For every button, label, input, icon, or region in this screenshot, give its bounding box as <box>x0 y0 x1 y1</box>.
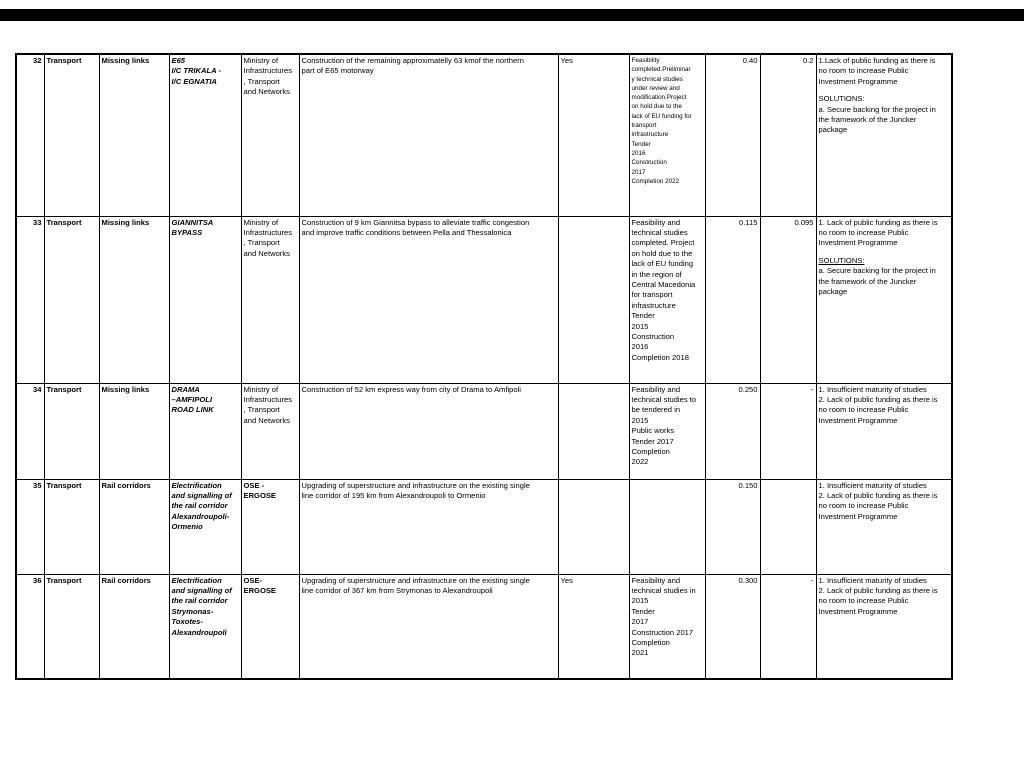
project-name-cell <box>169 383 241 479</box>
project-name-line: ROAD LINK <box>171 405 214 415</box>
barrier-line: Investment Programme <box>818 415 898 425</box>
barrier-line: 2. Lack of public funding as there is <box>818 585 938 595</box>
row-number: 36 <box>16 574 44 679</box>
status-line: technical studies <box>631 227 688 237</box>
description-line: Construction of 52 km express way from city of Drama to Amfipoli <box>301 384 521 394</box>
status-line: Construction <box>631 159 667 167</box>
promoter-line: OSE - <box>243 480 265 490</box>
status-line: Feasibility and <box>631 384 681 394</box>
promoter-cell <box>241 479 299 574</box>
table-row <box>16 479 952 574</box>
status-line: on hold due to the <box>631 248 693 258</box>
promoter-line: and Networks <box>243 415 290 425</box>
description-line: Construction of 9 km Giannitsa bypass to alleviate traffic congestion <box>301 217 530 227</box>
row-number: 32 <box>16 54 44 216</box>
status-line: Public works <box>631 426 675 436</box>
subsector-cell: Missing links <box>99 216 169 383</box>
status-line: 2017 <box>631 617 649 627</box>
status-line: Construction <box>631 331 675 341</box>
status-line: for transport <box>631 290 673 300</box>
project-table <box>15 53 953 680</box>
status-line: transport <box>631 122 657 130</box>
subsector-cell: Rail corridors <box>99 479 169 574</box>
status-cell <box>629 574 705 679</box>
status-line: 2015 <box>631 415 649 425</box>
value-2-cell: - <box>760 574 816 679</box>
project-name-line: I/C TRIKALA - <box>171 66 221 76</box>
status-line: 2021 <box>631 648 649 658</box>
sector-cell: Transport <box>44 479 99 574</box>
promoter-line: Ministry of <box>243 217 279 227</box>
status-line: in the region of <box>631 269 682 279</box>
project-name-line: E65 <box>171 56 186 65</box>
promoter-cell <box>241 54 299 216</box>
description-line: line corridor of 367 km from Strymonas to Alexandroupoli <box>301 585 493 595</box>
table-row <box>16 574 952 679</box>
status-line: Feasibility and <box>631 575 681 585</box>
status-line: 2022 <box>631 457 649 467</box>
project-name-line: the rail corridor <box>171 596 228 606</box>
status-line: completed.Preliminar <box>631 66 691 74</box>
project-name-line: the rail corridor <box>171 501 228 511</box>
status-line: 2017 <box>631 168 646 176</box>
barriers-cell <box>816 479 952 574</box>
promoter-line: ERGOSE <box>243 490 276 500</box>
project-name-line: Alexandroupoli- <box>171 511 230 521</box>
promoter-line: ERGOSE <box>243 585 276 595</box>
project-name-line: Electrification <box>171 575 222 585</box>
description-line: Upgrading of superstructure and infrastructure on the existing single <box>301 575 530 585</box>
solution-line: a. Secure backing for the project in <box>818 266 936 276</box>
status-line: lack of EU funding for <box>631 112 692 120</box>
project-name-line: Alexandroupoli <box>171 627 227 637</box>
value-2-cell: 0.095 <box>760 216 816 383</box>
status-cell <box>629 216 705 383</box>
subsector-cell: Rail corridors <box>99 574 169 679</box>
status-line: 2016 <box>631 342 649 352</box>
project-name-line: BYPASS <box>171 227 203 237</box>
barrier-line: 2. Lack of public funding as there is <box>818 394 938 404</box>
description-cell <box>299 383 558 479</box>
status-line: 2016 <box>631 149 646 157</box>
value-2-cell: 0.2 <box>760 54 816 216</box>
project-name-line: Electrification <box>171 480 222 490</box>
description-line: part of E65 motorway <box>301 66 374 76</box>
project-name-line: –AMFIPOLI <box>171 394 213 404</box>
subsector-cell: Missing links <box>99 383 169 479</box>
barrier-line: Investment Programme <box>818 238 898 248</box>
barriers-cell <box>816 54 952 216</box>
status-line: Tender <box>631 606 655 616</box>
status-cell <box>629 383 705 479</box>
status-line: Completion <box>631 446 670 456</box>
status-line: lack of EU funding <box>631 259 694 269</box>
description-line: line corridor of 195 km from Alexandroupoli to Ormenio <box>301 490 486 500</box>
yes-cell: Yes <box>558 574 629 679</box>
solutions-heading: SOLUTIONS: <box>818 94 865 104</box>
table-row <box>16 216 952 383</box>
promoter-cell <box>241 574 299 679</box>
barrier-line: no room to increase Public <box>818 227 909 237</box>
description-line: Upgrading of superstructure and infrastructure on the existing single <box>301 480 530 490</box>
status-line: y technical studies <box>631 75 683 83</box>
barrier-line: no room to increase Public <box>818 596 909 606</box>
barrier-line: no room to increase Public <box>818 501 909 511</box>
solutions-heading: SOLUTIONS: <box>818 255 865 265</box>
subsector-cell: Missing links <box>99 54 169 216</box>
project-name-line: I/C EGNATIA <box>171 76 217 86</box>
row-number: 33 <box>16 216 44 383</box>
barrier-line: 1. Lack of public funding as there is <box>818 217 938 227</box>
project-name-line: and signalling of <box>171 490 232 500</box>
yes-cell: Yes <box>558 54 629 216</box>
table-row <box>16 383 952 479</box>
spacer <box>819 87 950 94</box>
status-line: modification.Project <box>631 94 687 102</box>
status-line: on hold due to the <box>631 103 682 111</box>
barrier-line: 1. Insufficient maturity of studies <box>818 575 927 585</box>
promoter-line: Infrastructures <box>243 394 293 404</box>
description-cell <box>299 574 558 679</box>
barriers-cell <box>816 216 952 383</box>
status-line: infrastructure <box>631 300 676 310</box>
value-1-cell: 0.300 <box>705 574 760 679</box>
promoter-line: and Networks <box>243 87 290 97</box>
barrier-line: 1. Insufficient maturity of studies <box>818 384 927 394</box>
value-2-cell <box>760 479 816 574</box>
barrier-line: 1.Lack of public funding as there is <box>818 56 936 65</box>
barrier-line: no room to increase Public <box>818 405 909 415</box>
promoter-cell <box>241 216 299 383</box>
project-name-cell <box>169 479 241 574</box>
solution-line: the framework of the Juncker <box>818 115 917 125</box>
status-line: be tendered in <box>631 405 681 415</box>
barrier-line: 2. Lack of public funding as there is <box>818 490 938 500</box>
description-line: and improve traffic conditions between Pella and Thessalonica <box>301 227 512 237</box>
row-number: 34 <box>16 383 44 479</box>
project-name-line: Strymonas- <box>171 606 214 616</box>
promoter-line: , Transport <box>243 405 280 415</box>
barrier-line: Investment Programme <box>818 76 898 86</box>
yes-cell <box>558 216 629 383</box>
promoter-cell <box>241 383 299 479</box>
description-cell <box>299 479 558 574</box>
promoter-line: and Networks <box>243 248 290 258</box>
sector-cell: Transport <box>44 383 99 479</box>
promoter-line: Infrastructures <box>243 227 293 237</box>
description-line: Construction of the remaining approximatelly 63 kmof the northern <box>301 56 524 65</box>
status-line: Completion 2022 <box>631 177 680 185</box>
project-name-line: and signalling of <box>171 585 232 595</box>
status-line: Tender <box>631 311 655 321</box>
solution-line: package <box>818 286 848 296</box>
status-line: Completion 2018 <box>631 352 689 362</box>
sector-cell: Transport <box>44 216 99 383</box>
solution-line: a. Secure backing for the project in <box>818 104 936 114</box>
project-name-line: Ormenio <box>171 522 203 532</box>
status-cell <box>629 479 705 574</box>
value-1-cell: 0.150 <box>705 479 760 574</box>
solution-line: the framework of the Juncker <box>818 276 917 286</box>
sector-cell: Transport <box>44 54 99 216</box>
solution-line: package <box>818 125 848 135</box>
yes-cell <box>558 383 629 479</box>
top-black-bar <box>0 9 1024 21</box>
project-name-cell <box>169 574 241 679</box>
status-line: Tender <box>631 140 651 148</box>
status-line: Construction 2017 <box>631 627 694 637</box>
status-line: completed. Project <box>631 238 695 248</box>
project-name-line: GIANNITSA <box>171 217 214 227</box>
promoter-line: Ministry of <box>243 384 279 394</box>
barrier-line: Investment Programme <box>818 606 898 616</box>
promoter-line: OSE- <box>243 575 263 585</box>
project-name-cell <box>169 54 241 216</box>
description-cell <box>299 54 558 216</box>
status-line: technical studies in <box>631 585 696 595</box>
table-row <box>16 54 952 216</box>
status-line: Feasibility <box>631 57 660 64</box>
value-1-cell: 0.250 <box>705 383 760 479</box>
status-line: 2015 <box>631 321 649 331</box>
promoter-line: , Transport <box>243 76 280 86</box>
status-line: 2015 <box>631 596 649 606</box>
status-line: under review and <box>631 84 680 92</box>
barriers-cell <box>816 574 952 679</box>
status-line: technical studies to <box>631 394 697 404</box>
value-1-cell: 0.115 <box>705 216 760 383</box>
barriers-cell <box>816 383 952 479</box>
project-name-line: DRAMA <box>171 384 200 394</box>
status-line: infrastructure <box>631 131 669 139</box>
promoter-line: Ministry of <box>243 56 279 65</box>
status-line: Feasibility and <box>631 217 681 227</box>
status-line: Tender 2017 <box>631 436 674 446</box>
barrier-line: no room to increase Public <box>818 66 909 76</box>
yes-cell <box>558 479 629 574</box>
status-cell <box>629 54 705 216</box>
sector-cell: Transport <box>44 574 99 679</box>
status-line: Completion <box>631 637 670 647</box>
promoter-line: , Transport <box>243 238 280 248</box>
value-2-cell: - <box>760 383 816 479</box>
project-name-cell <box>169 216 241 383</box>
barrier-line: Investment Programme <box>818 511 898 521</box>
status-line: Central Macedonia <box>631 279 696 289</box>
promoter-line: Infrastructures <box>243 66 293 76</box>
project-name-line: Toxotes- <box>171 617 203 627</box>
spacer <box>819 249 950 256</box>
row-number: 35 <box>16 479 44 574</box>
table-body <box>16 54 952 679</box>
value-1-cell: 0.40 <box>705 54 760 216</box>
barrier-line: 1. Insufficient maturity of studies <box>818 480 927 490</box>
description-cell <box>299 216 558 383</box>
